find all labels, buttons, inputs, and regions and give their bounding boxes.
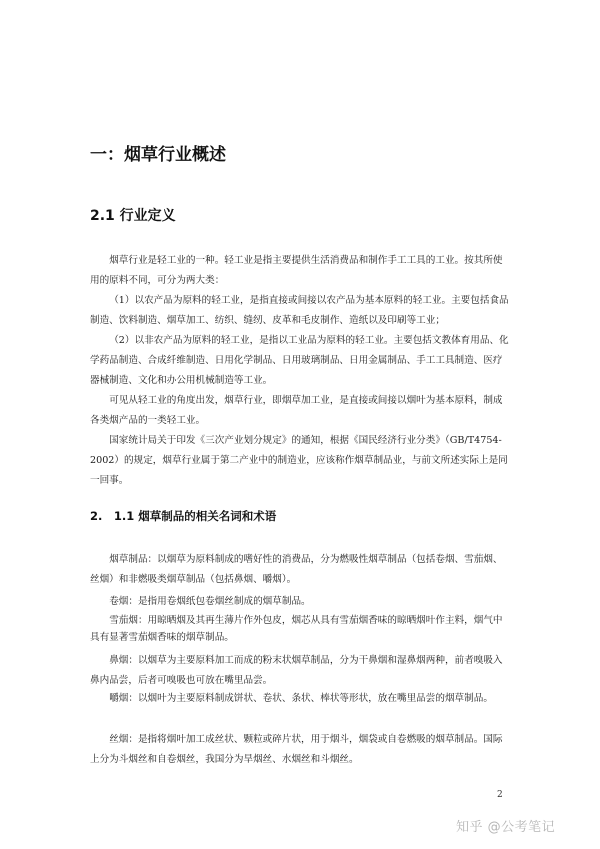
page-number: 2 xyxy=(497,790,503,800)
section-heading: 2.1 行业定义 xyxy=(90,208,176,224)
watermark: 知乎 @公考笔记 xyxy=(456,820,556,835)
chapter-heading: 一：烟草行业概述 xyxy=(90,145,226,165)
term-cigarette: 卷烟：是指用卷烟纸包卷烟丝制成的烟草制品。 xyxy=(109,596,311,607)
term-chewing-tobacco: 嚼烟：以烟叶为主要原料制成饼状、卷状、条状、棒状等形状，放在嘴里品尝的烟草制品。 xyxy=(109,693,493,704)
subsection-heading: 2. 1.1 烟草制品的相关名词和术语 xyxy=(90,509,277,523)
paragraph-category-2: （2）以非农产品为原料的轻工业，是指以工业品为原料的轻工业。主要包括文教体育用品、化学药品制造、合成纤维制造、日用化学制品、日用玻璃制品、日用金属制品、手工工具制造、医疗器械制造、文化和办公用机械制造等工业。 xyxy=(90,335,509,386)
paragraph-category-1: （1）以农产品为原料的轻工业，是指直接或间接以农产品为基本原料的轻工业。主要包括食品制造、饮料制造、烟草加工、纺织、缝纫、皮革和毛皮制作、造纸以及印刷等工业； xyxy=(90,295,509,326)
paragraph-intro: 烟草行业是轻工业的一种。轻工业是指主要提供生活消费品和制作手工工具的工业。按其所使用的原料不同，可分为两大类： xyxy=(90,255,503,286)
paragraph-light-industry: 可见从轻工业的角度出发，烟草行业，即烟草加工业，是直接或间接以烟叶为基本原料，制成各类烟产品的一类轻工业。 xyxy=(90,395,503,426)
paragraph-statistics: 国家统计局关于印发《三次产业划分规定》的通知，根据《国民经济行业分类》（GB/T4754-2002）的规定，烟草行业属于第二产业中的制造业，应该称作烟草制品业，与前文所述实际上是同一回事。 xyxy=(90,435,508,486)
term-snuff: 鼻烟：以烟草为主要原料加工而成的粉末状烟草制品，分为干鼻烟和湿鼻烟两种，前者嗅吸入鼻内品尝，后者可嗅吸也可放在嘴里品尝。 xyxy=(90,655,503,686)
term-cigar: 雪茄烟：用晾晒烟及其再生薄片作外包皮，烟芯从具有雪茄烟香味的晾晒烟叶作主料，烟气中具有显著雪茄烟香味的烟草制品。 xyxy=(90,615,503,643)
term-cut-tobacco: 丝烟：是指将烟叶加工成丝状、颗粒或碎片状，用于烟斗，烟袋或自卷燃吸的烟草制品。国际上分为斗烟丝和自卷烟丝，我国分为旱烟丝、水烟丝和斗烟丝。 xyxy=(90,734,503,765)
term-tobacco-products: 烟草制品：以烟草为原料制成的嗜好性的消费品，分为燃吸性烟草制品（包括卷烟、雪茄烟、丝烟）和非燃吸类烟草制品（包括鼻烟、嚼烟）。 xyxy=(90,554,503,585)
